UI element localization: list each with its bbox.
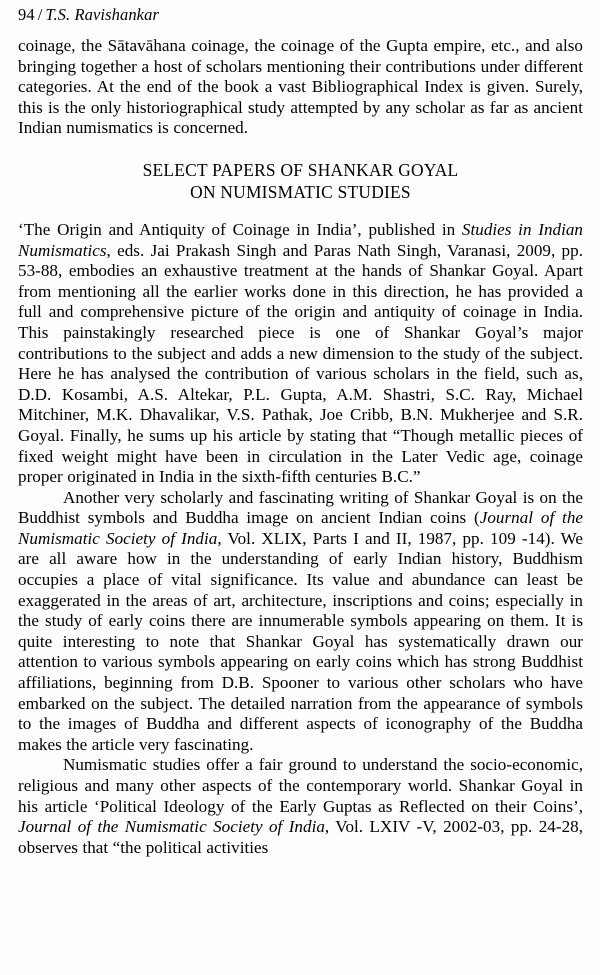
paragraph-origin-antiquity (18, 220, 583, 488)
section-heading (18, 159, 583, 203)
paragraph-text-tail: , Vol. LXIV -V, 2002-03, pp. 24-28, observes that “the political activities (18, 817, 583, 857)
paragraph-intro: coinage, the Sātavāhana coinage, the coinage of the Gupta empire, etc., and also bringing together a host of scholars mentioning their contributions under different categories. At the end of the book a vast Bibliographical Index is given. Surely, this is the only historiographical study attempted by any scholar as far as ancient Indian numismatics is concerned. (18, 36, 583, 138)
journal-title-jnsi-lxiv: Journal of the Numismatic Society of India (18, 817, 325, 837)
journal-title-jnsi-xlix: Journal of the Numismatic Society of India (18, 508, 583, 548)
running-head (18, 5, 159, 25)
page-number: 94 (18, 5, 35, 24)
paragraph-political-ideology (18, 755, 583, 858)
running-head-separator: / (37, 5, 43, 24)
paragraph-text-tail: , Vol. XLIX, Parts I and II, 1987, pp. 109 -14). We are all aware how in the understanding of early Indian history, Buddhism occupies a place of vital significance. Its value and abundance can least be exaggerated in the areas of art, architecture, inscriptions and coins; especially in the study of early coins there are innumerable symbols appearing on them. It is quite interesting to note that Shankar Goyal has systematically drawn our attention to various symbols appearing on early coins which has strong Buddhist affiliations, beginning from D.B. Spooner to various other scholars who have embarked on the subject. The detailed narration from the appearance of symbols to the images of Buddha and different aspects of iconography of the Buddha makes the article very fascinating. (18, 528, 583, 754)
section-heading-line-1: SELECT PAPERS OF SHANKAR GOYAL (142, 159, 459, 180)
paragraph-buddhist-symbols (18, 488, 583, 756)
book-title-studies-in-indian-numismatics: Studies in Indian Numismatics (18, 219, 583, 260)
text-column (18, 36, 583, 858)
paragraph-text-tail: , eds. Jai Prakash Singh and Paras Nath Singh, Varanasi, 2009, pp. 53-88, embodies an exhaustive treatment at the hands of Shankar Goyal. Apart from mentioning all the earlier works done in this direction, he has provided a full and comprehensive picture of the origin and antiquity of coinage in India. This painstakingly researched piece is one of Shankar Goyal’s major contributions to the subject and adds a new dimension to the study of the subject. Here he has analysed the contribution of various scholars in the field, such as, D.D. Kosambi, A.S. Altekar, P.L. Gupta, A.M. Shastri, S.C. Ray, Michael Mitchiner, M.K. Dhavalikar, V.S. Pathak, Joe Cribb, B.N. Mukherjee and S.R. Goyal. Finally, he sums up his article by stating that “Though metallic pieces of fixed weight might have been in circulation in the Later Vedic age, coinage proper originated in India in the sixth-fifth centuries B.C.” (18, 240, 583, 487)
paragraph-text-lead: Another very scholarly and fascinating writing of Shankar Goyal is on the Buddhist symbols and Buddha image on ancient Indian coins ( (18, 487, 583, 528)
paragraph-text-lead: Numismatic studies offer a fair ground to understand the socio-economic, religious and many other aspects of the contemporary world. Shankar Goyal in his article ‘Political Ideology of the Early Guptas as Reflected on their Coins’, (18, 755, 583, 816)
section-heading-line-2: ON NUMISMATIC STUDIES (190, 181, 411, 202)
paragraph-text-lead: ‘The Origin and Antiquity of Coinage in India’, published in (18, 219, 462, 239)
running-head-author: T.S. Ravishankar (45, 5, 159, 24)
